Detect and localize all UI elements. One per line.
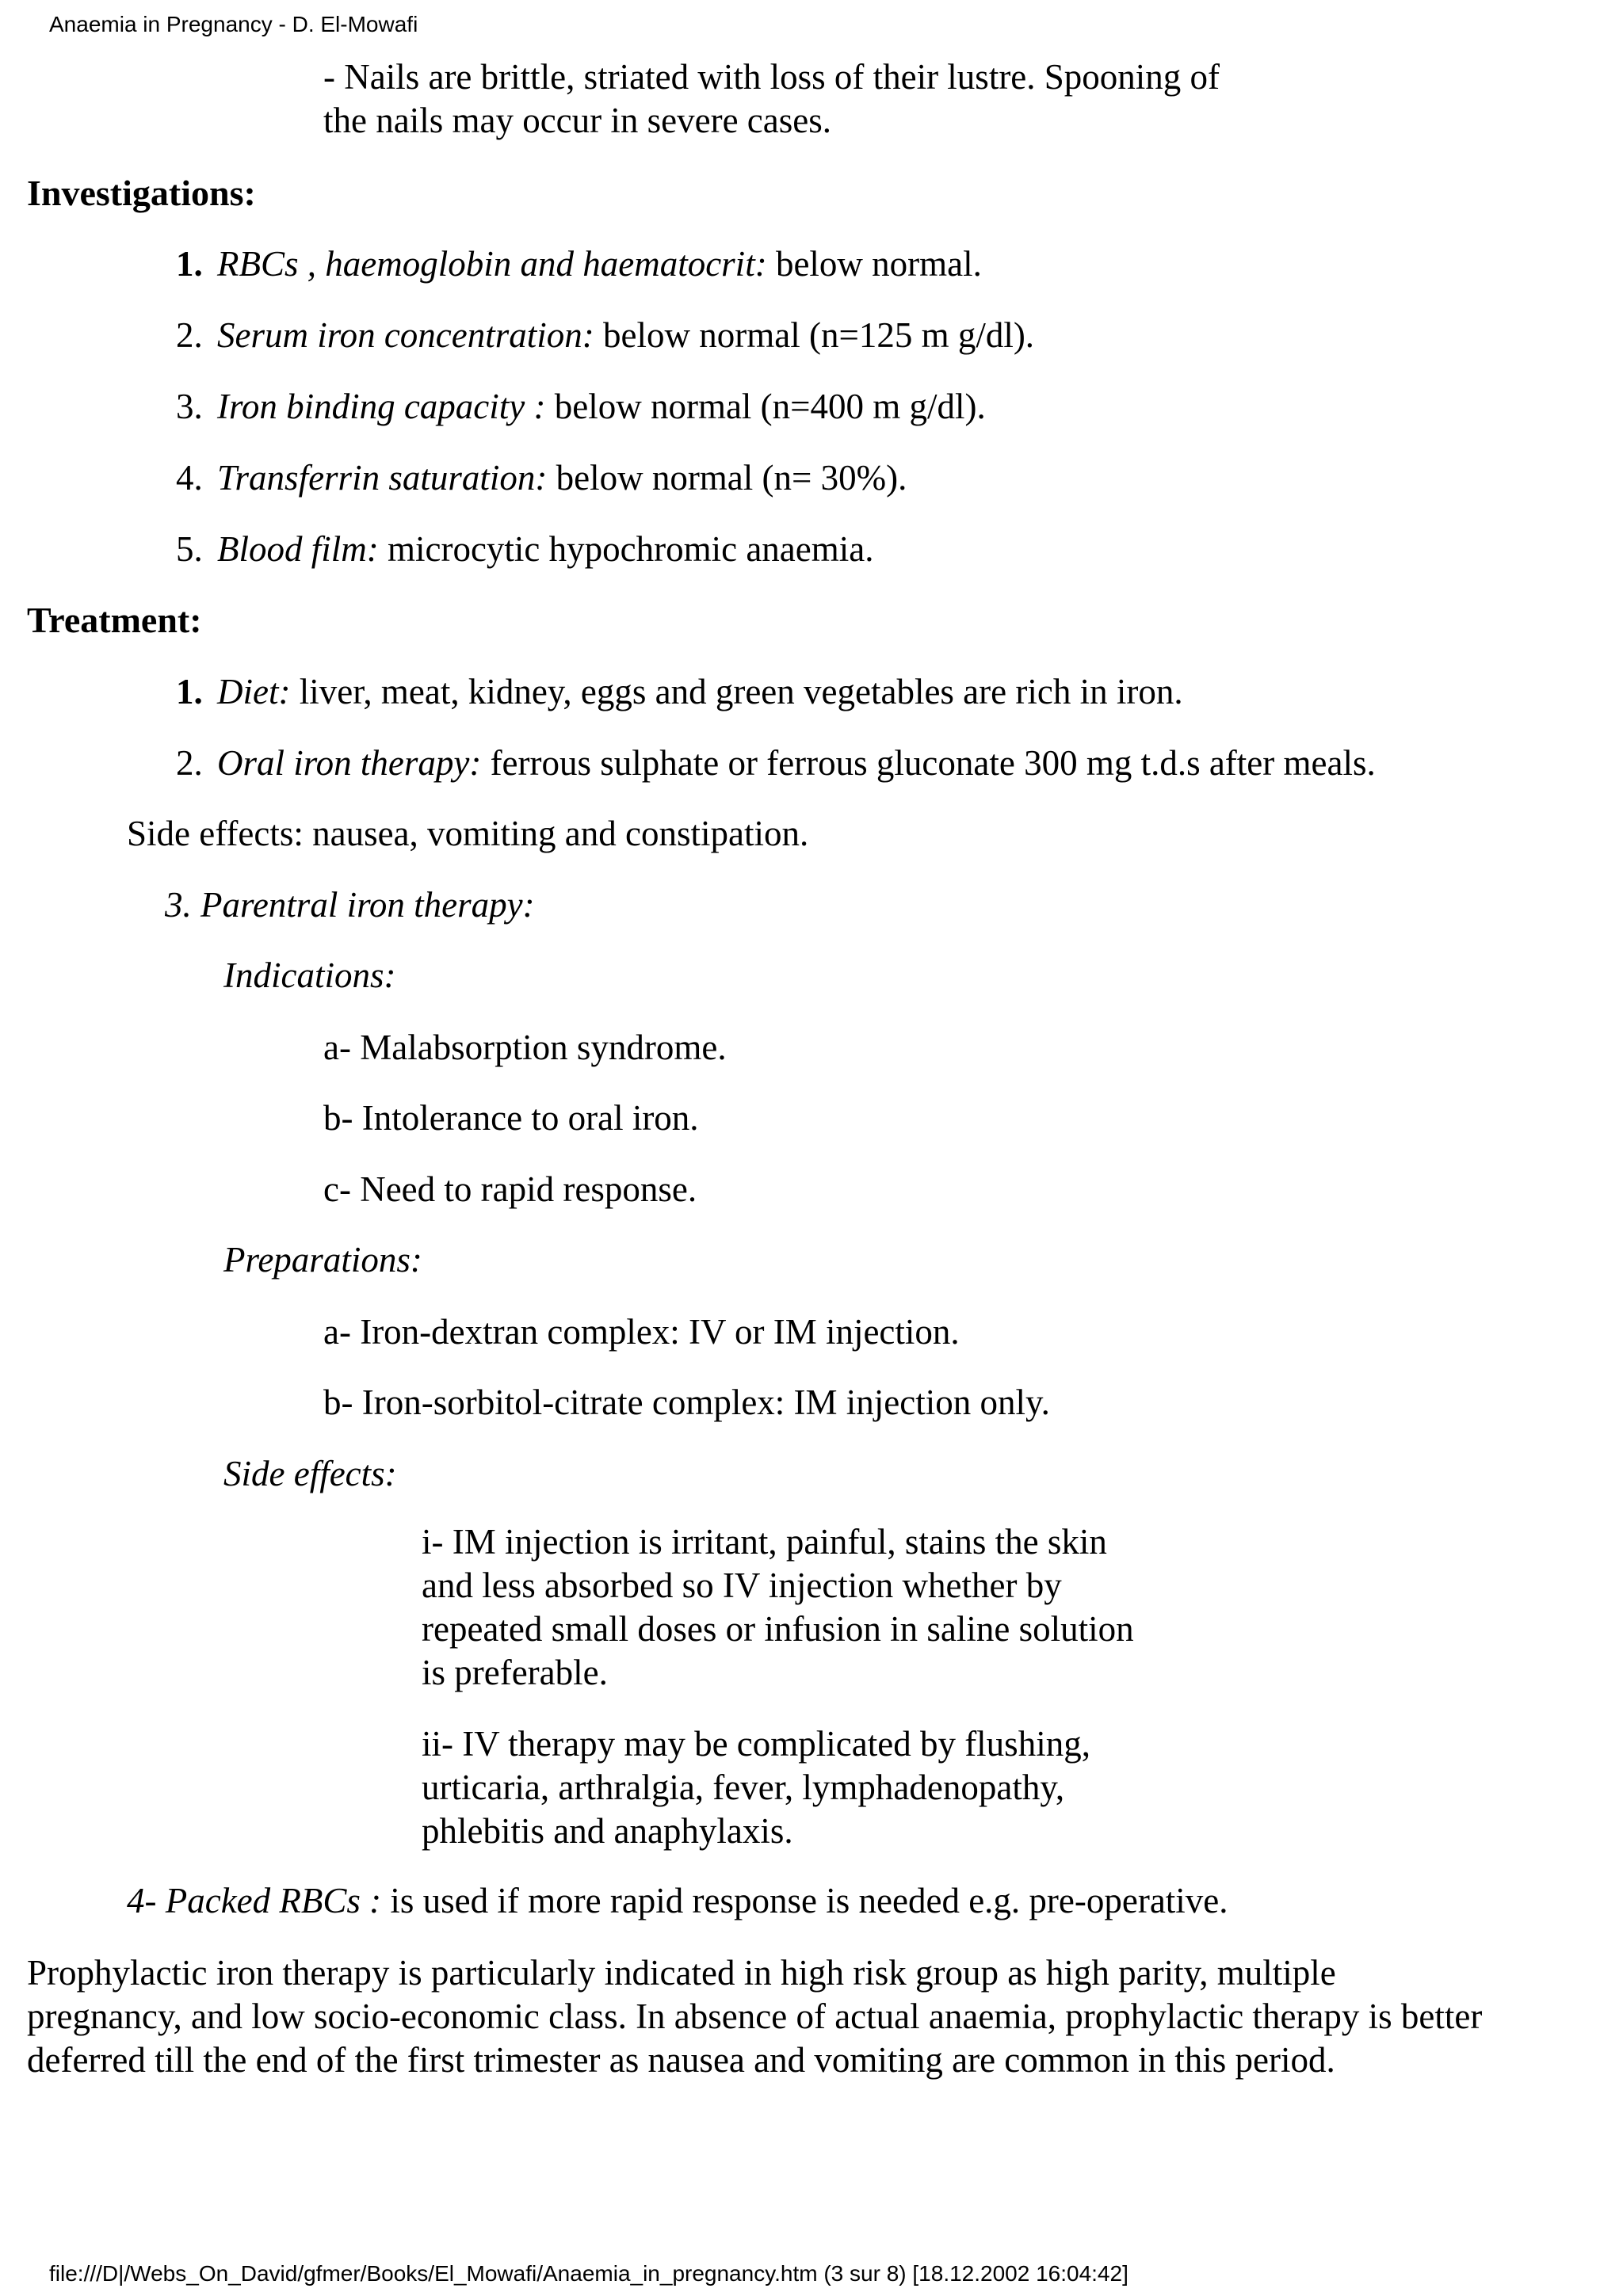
prophylaxis-line: deferred till the end of the first trimester as nausea and vomiting are common in this period. <box>27 2040 1335 2080</box>
investigations-heading: Investigations: <box>27 173 256 213</box>
treatment-item <box>176 742 1376 785</box>
side-effect-ii-line: ii- IV therapy may be complicated by flushing, <box>422 1724 1090 1764</box>
item-label: Transferrin saturation: <box>217 458 548 498</box>
prophylaxis-line: pregnancy, and low socio-economic class. In absence of actual anaemia, prophylactic therapy is better <box>27 1997 1483 2036</box>
packed-rbcs <box>127 1879 1228 1923</box>
item-text: below normal (n= 30%). <box>547 458 907 498</box>
item-number: 4. <box>176 458 203 498</box>
indication-item: b- Intolerance to oral iron. <box>323 1098 699 1138</box>
side-effect-ii-line: urticaria, arthralgia, fever, lymphadenopathy, <box>422 1768 1065 1807</box>
side-effect-i-line: i- IM injection is irritant, painful, stains the skin <box>422 1522 1107 1562</box>
side-effect-ii-line: phlebitis and anaphylaxis. <box>422 1811 793 1851</box>
preparation-item: a- Iron-dextran complex: IV or IM injection. <box>323 1312 960 1352</box>
investigation-item <box>176 456 907 500</box>
item-label: Serum iron concentration: <box>217 315 594 355</box>
preparations-label-text: Preparations: <box>223 1240 422 1280</box>
nails-line-1: - Nails are brittle, striated with loss of their lustre. Spooning of <box>323 57 1220 97</box>
item-text: below normal (n=400 m g/dl). <box>545 387 986 426</box>
oral-side-effects: Side effects: nausea, vomiting and constipation. <box>127 814 809 853</box>
indication-item: a- Malabsorption syndrome. <box>323 1028 727 1067</box>
packed-rbcs-text: is used if more rapid response is needed e.g. pre-operative. <box>381 1881 1228 1920</box>
parenteral-title <box>165 883 535 927</box>
item-text: liver, meat, kidney, eggs and green vegetables are rich in iron. <box>290 672 1183 711</box>
item-number: 1. <box>176 672 203 711</box>
packed-rbcs-label: 4- Packed RBCs : <box>127 1881 382 1920</box>
side-effects-label <box>223 1452 397 1496</box>
treatment-item <box>176 670 1183 714</box>
investigation-item <box>176 528 873 571</box>
investigation-item <box>176 242 982 286</box>
item-number: 1. <box>176 244 203 284</box>
preparation-item: b- Iron-sorbitol-citrate complex: IM injection only. <box>323 1383 1050 1422</box>
item-number: 3. <box>176 387 203 426</box>
item-number: 5. <box>176 529 203 569</box>
indications-label-text: Indications: <box>223 955 396 995</box>
side-effect-i-line: and less absorbed so IV injection whether by <box>422 1566 1062 1605</box>
side-effect-i-line: is preferable. <box>422 1653 608 1692</box>
indications-label <box>223 954 395 997</box>
nails-line-2: the nails may occur in severe cases. <box>323 101 831 140</box>
parenteral-title-text: 3. Parentral iron therapy: <box>165 885 535 925</box>
investigation-item <box>176 314 1034 357</box>
indication-item: c- Need to rapid response. <box>323 1169 697 1209</box>
prophylaxis-line: Prophylactic iron therapy is particularly indicated in high risk group as high parity, multiple <box>27 1953 1336 1993</box>
item-label: Oral iron therapy: <box>217 743 482 783</box>
item-text: ferrous sulphate or ferrous gluconate 300 mg t.d.s after meals. <box>481 743 1376 783</box>
item-label: Iron binding capacity : <box>217 387 546 426</box>
item-text: microcytic hypochromic anaemia. <box>378 529 874 569</box>
item-text: below normal. <box>766 244 982 284</box>
treatment-heading: Treatment: <box>27 600 202 640</box>
investigation-item <box>176 385 986 429</box>
side-effects-label-text: Side effects: <box>223 1454 397 1493</box>
item-label: Blood film: <box>217 529 379 569</box>
item-text: below normal (n=125 m g/dl). <box>594 315 1035 355</box>
item-label: Diet: <box>217 672 291 711</box>
page-header: Anaemia in Pregnancy - D. El-Mowafi <box>49 12 418 36</box>
page-footer: file:///D|/Webs_On_David/gfmer/Books/El_Mowafi/Anaemia_in_pregnancy.htm (3 sur 8) [18.12.2002 16:04:42] <box>49 2261 1128 2286</box>
item-number: 2. <box>176 743 203 783</box>
side-effect-i-line: repeated small doses or infusion in saline solution <box>422 1609 1134 1649</box>
preparations-label <box>223 1238 422 1282</box>
item-label: RBCs , haemoglobin and haematocrit: <box>217 244 767 284</box>
item-number: 2. <box>176 315 203 355</box>
